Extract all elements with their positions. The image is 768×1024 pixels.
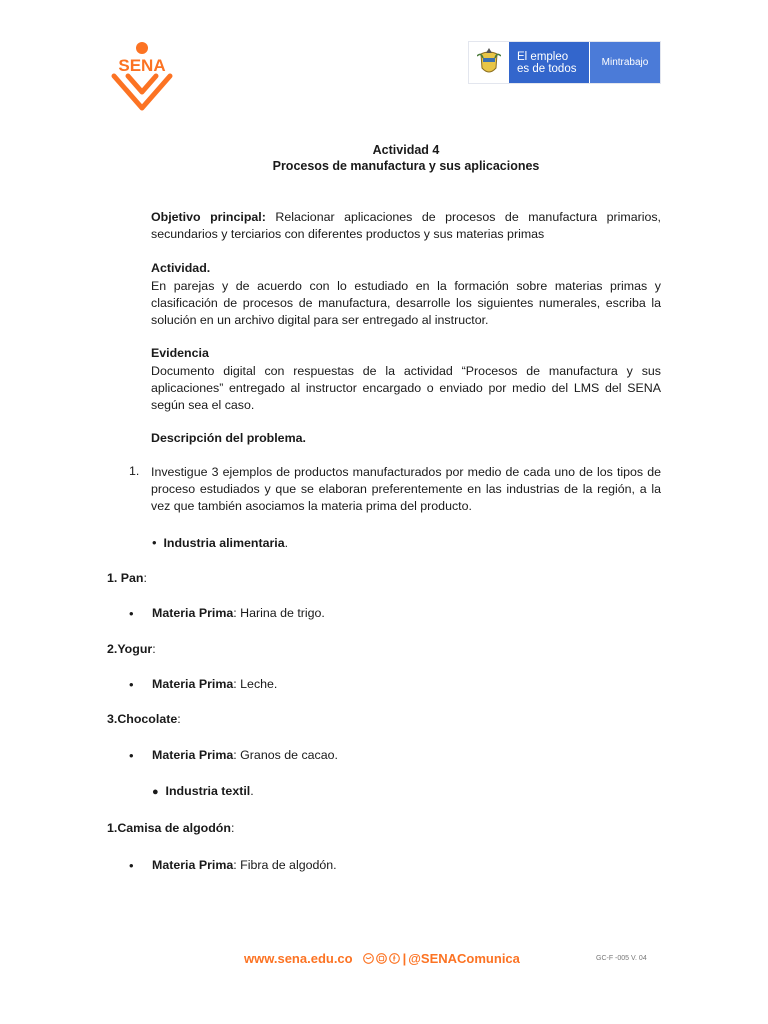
ministry-label: Mintrabajo bbox=[589, 42, 660, 83]
evidence-heading: Evidencia bbox=[151, 346, 209, 360]
activity-text: En parejas y de acuerdo con lo estudiado en la formación sobre materias primas y clasificación de procesos de manufactura, desarrolle los siguientes numerales, escriba la solución en un archivo digital para ser entregado al instructor. bbox=[151, 279, 661, 327]
footer-website: www.sena.edu.co bbox=[244, 951, 353, 966]
colon: : bbox=[233, 606, 237, 620]
objective-label: Objetivo principal: bbox=[151, 210, 266, 224]
product-heading bbox=[107, 821, 234, 835]
material-label: Materia Prima bbox=[152, 748, 234, 762]
material-value: Fibra de algodón. bbox=[236, 858, 337, 872]
problem-heading: Descripción del problema. bbox=[151, 431, 306, 445]
colon: : bbox=[230, 821, 235, 835]
social-icons bbox=[363, 953, 400, 964]
colombia-shield-icon bbox=[469, 42, 509, 83]
industry-name: Industria textil bbox=[165, 784, 251, 798]
product-name: 3.Chocolate bbox=[107, 712, 178, 726]
material-label: Materia Prima bbox=[152, 677, 234, 691]
colon: : bbox=[143, 571, 147, 585]
bullet-icon: • bbox=[129, 858, 134, 873]
sena-logo bbox=[104, 40, 180, 114]
instagram-icon bbox=[376, 953, 387, 964]
industry-heading-textile bbox=[152, 784, 254, 798]
document-code: GC-F -005 V. 04 bbox=[596, 955, 647, 962]
list-item bbox=[129, 677, 278, 692]
footer-divider: | bbox=[402, 951, 407, 966]
colon: : bbox=[177, 712, 181, 726]
product-heading bbox=[107, 712, 181, 726]
bullet-icon: ● bbox=[152, 786, 159, 798]
industry-heading-food bbox=[152, 535, 288, 550]
government-banner bbox=[468, 41, 661, 84]
colon: : bbox=[152, 642, 156, 656]
product-heading bbox=[107, 571, 147, 585]
bullet-icon: • bbox=[152, 535, 157, 550]
twitter-icon bbox=[363, 953, 374, 964]
sena-logo-text: SENA bbox=[118, 56, 166, 75]
material-label: Materia Prima bbox=[152, 606, 234, 620]
material-value: Leche. bbox=[236, 677, 278, 691]
industry-name: Industria alimentaria bbox=[163, 536, 285, 550]
objective-paragraph bbox=[151, 209, 661, 243]
gov-slogan-line1: El empleo bbox=[517, 51, 569, 63]
facebook-icon bbox=[389, 953, 400, 964]
material-value: Harina de trigo. bbox=[236, 606, 325, 620]
bullet-icon: • bbox=[129, 677, 134, 692]
list-item-text: Investigue 3 ejemplos de productos manufacturados por medio de cada uno de los tipos de proceso estudiados y que se elaboran preferentemente en las industrias de la región, a la vez que también asociamos la materia prima del producto. bbox=[151, 465, 661, 513]
product-name: 2.Yogur bbox=[107, 642, 153, 656]
period: . bbox=[284, 536, 289, 550]
activity-heading: Actividad. bbox=[151, 261, 211, 275]
list-item-number: 1. bbox=[129, 464, 140, 478]
list-item bbox=[129, 858, 337, 873]
bullet-icon: • bbox=[129, 748, 134, 763]
product-name: 1.Camisa de algodón bbox=[107, 821, 231, 835]
list-item bbox=[129, 748, 338, 763]
document-subtitle: Procesos de manufactura y sus aplicaciones bbox=[272, 159, 540, 173]
material-label: Materia Prima bbox=[152, 858, 234, 872]
footer bbox=[244, 951, 520, 966]
colon: : bbox=[233, 748, 237, 762]
product-heading bbox=[107, 642, 156, 656]
bullet-icon: • bbox=[129, 606, 134, 621]
document-title: Actividad 4 bbox=[372, 143, 440, 157]
objective-text: Relacionar aplicaciones de procesos de manufactura primarios, secundarios y terciarios con diferentes productos y sus materias primas bbox=[151, 210, 662, 241]
material-value: Granos de cacao. bbox=[236, 748, 338, 762]
period: . bbox=[250, 784, 254, 798]
gov-slogan bbox=[509, 42, 589, 83]
evidence-text: Documento digital con respuestas de la actividad “Procesos de manufactura y sus aplicaciones” entregado al instructor encargado o enviado por medio del LMS del SENA según sea el caso. bbox=[151, 364, 661, 412]
gov-slogan-line2: es de todos bbox=[517, 63, 577, 75]
colon: : bbox=[233, 677, 237, 691]
colon: : bbox=[233, 858, 237, 872]
footer-social-handle: @SENAComunica bbox=[408, 951, 520, 966]
product-name: 1. Pan bbox=[107, 571, 144, 585]
list-item bbox=[129, 606, 325, 621]
